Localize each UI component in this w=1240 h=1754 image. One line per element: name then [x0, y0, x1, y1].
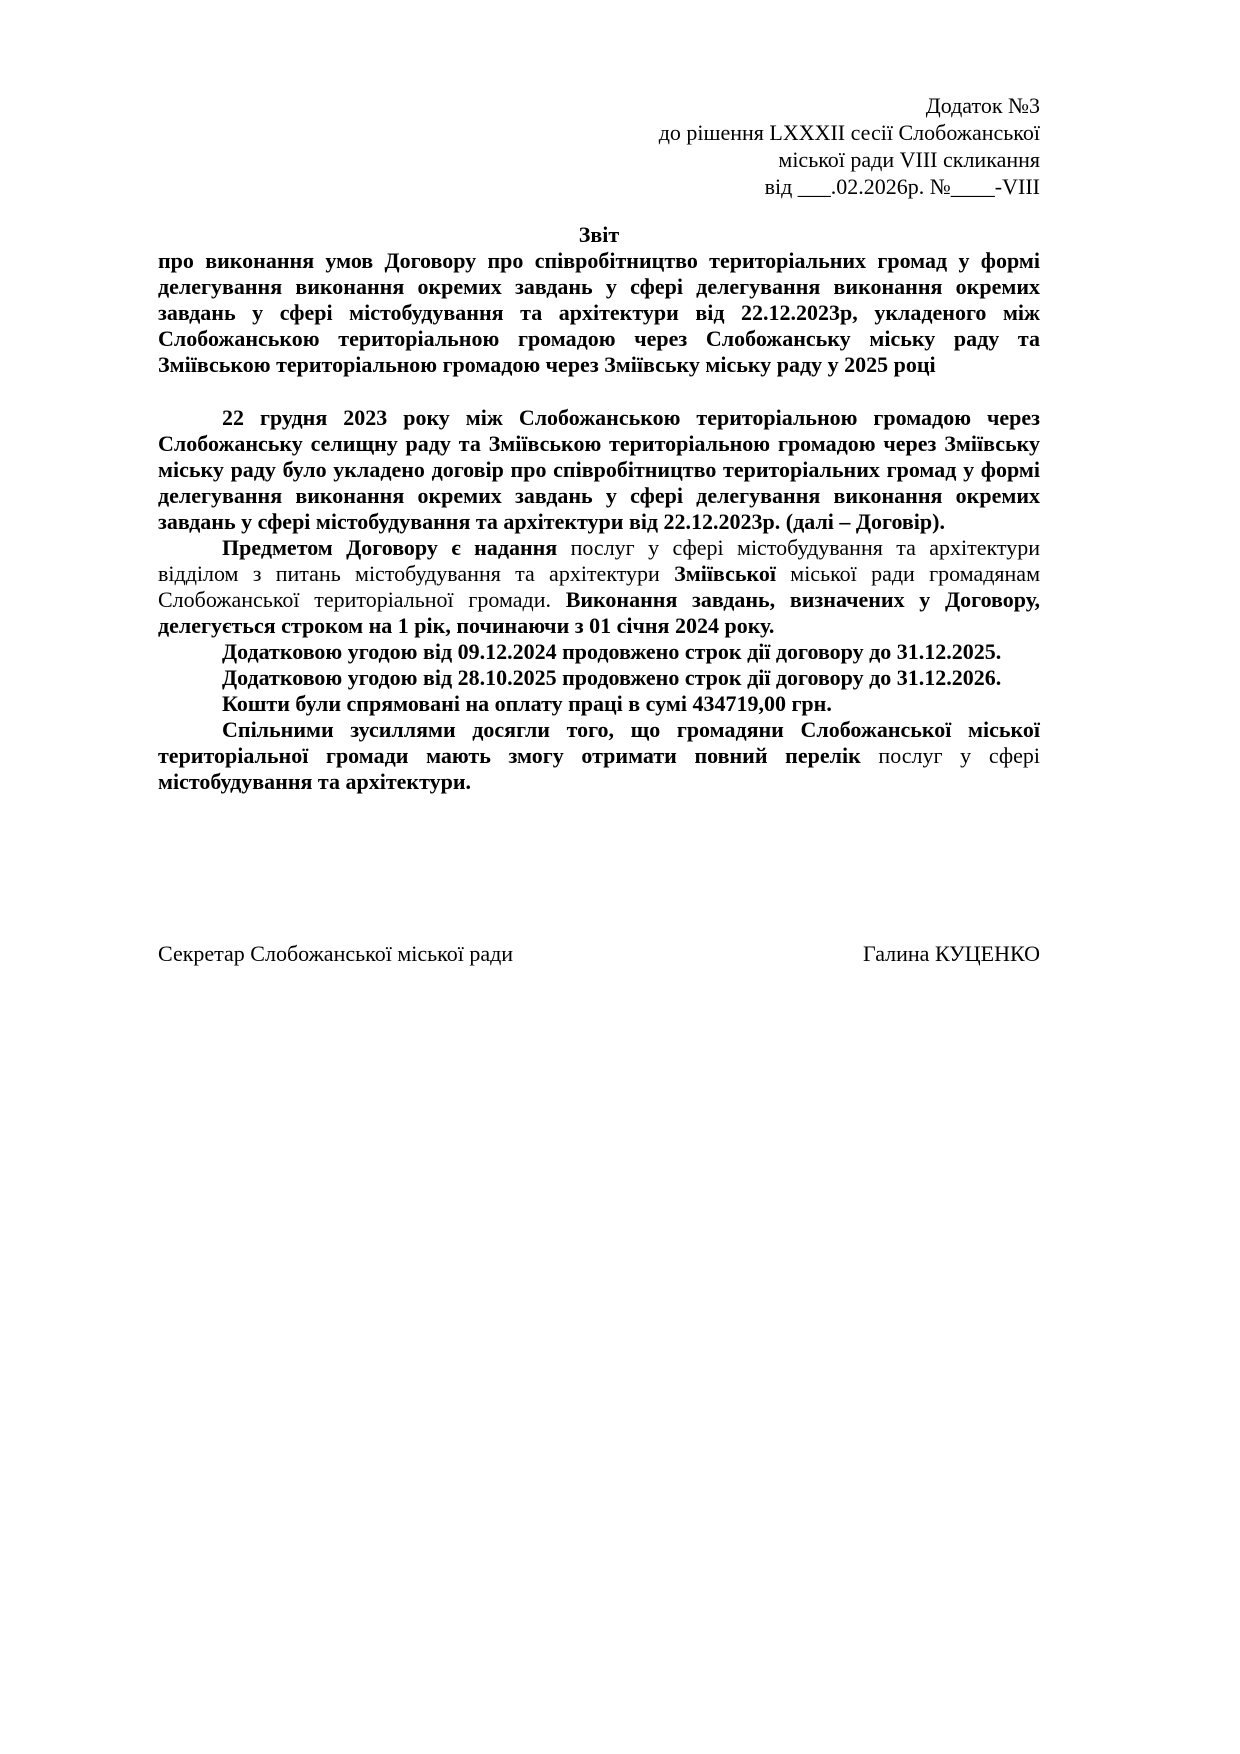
document-subtitle — [158, 248, 1040, 378]
text-run: Зміївської — [674, 561, 776, 586]
text-run: про виконання умов Договору про співробітництво територіальних громад у формі делегування виконання окремих завдань у сфері делегування виконання окремих завдань у сфері містобудування та архітектури від 22.12.2023р, укладеного між Слобожанською територіальною громадою через Слобожанську міську раду та Зміївською територіальною громадою через Зміївську міську раду у 2025 році — [158, 248, 1040, 377]
text-run: 22 грудня 2023 року між Слобожанською територіальною громадою через Слобожанську селищну раду та Зміївською територіальною громадою через Зміївську міську раду було укладено договір про співробітництво територіальних громад у формі делегування виконання окремих завдань у сфері делегування виконання окремих завдань у сфері містобудування та архітектури від 22.12.2023р. (далі – Договір). — [158, 405, 1040, 534]
text-run: Додатковою угодою від 09.12.2024 продовжено строк дії договору до 31.12.2025. — [222, 639, 1002, 664]
text-run: Предметом Договору є надання — [222, 535, 571, 560]
document-title: Звіт — [578, 222, 620, 247]
text-run: містобудування та архітектури. — [158, 769, 472, 794]
header-line-council: міської ради VIII скликання — [778, 147, 1040, 172]
paragraph-agreement-history — [158, 405, 1040, 535]
paragraph-funds — [158, 691, 1040, 717]
text-run: послуг у сфері містобудування та архітектури відділом з питань містобудування та архітектури — [158, 535, 1041, 586]
signature-name: Галина КУЦЕНКО — [863, 941, 1040, 966]
paragraph-amendment-2025 — [158, 665, 1040, 691]
signature-position: Секретар Слобожанської міської ради — [158, 941, 514, 966]
text-run: Додатковою угодою від 28.10.2025 продовжено строк дії договору до 31.12.2026. — [222, 665, 1002, 690]
header-line-decision: до рішення LXXXII сесії Слобожанської — [658, 120, 1040, 145]
paragraph-agreement-subject — [158, 535, 1040, 639]
signature-row — [158, 941, 1040, 967]
header-line-appendix: Додаток №3 — [925, 93, 1040, 118]
paragraph-results — [158, 717, 1040, 795]
text-run: Спільними зусиллями досягли того, що громадяни Слобожанської міської територіальної громади мають змогу отримати повний перелік — [158, 717, 1040, 768]
paragraph-amendment-2024 — [158, 639, 1040, 665]
text-run: міської ради громадянам Слобожанської територіальної громади. — [158, 561, 1040, 612]
text-run: Виконання завдань, визначених у Договору, делегується строком на 1 рік, починаючи з 01 січня 2024 року. — [158, 587, 1040, 638]
text-run: Кошти були спрямовані на оплату праці в сумі 434719,00 грн. — [222, 691, 832, 716]
header-line-date-number: від ___.02.2026р. №____-VIII — [764, 174, 1040, 199]
text-run: послуг у сфері — [878, 743, 1040, 768]
document-header — [158, 92, 1040, 200]
